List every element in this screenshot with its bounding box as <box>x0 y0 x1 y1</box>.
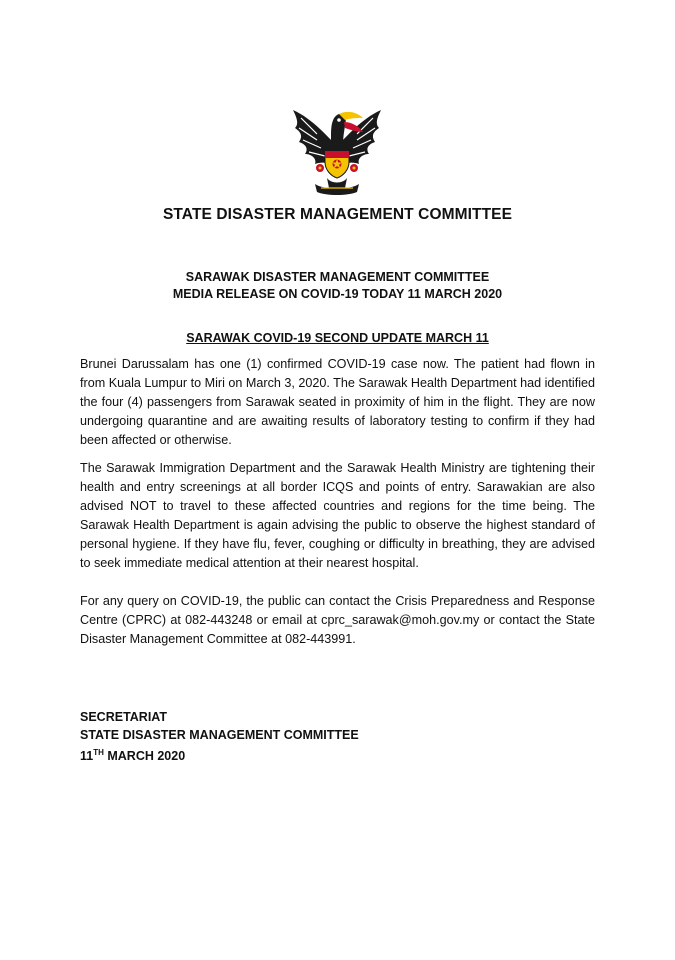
paragraph-screening-advice: The Sarawak Immigration Department and the Sarawak Health Ministry are tightening their health and entry screenings at all border ICQS and points of entry. Sarawakian are also advised NOT to travel to these affected countries and regions for the time being. The Sarawak Health Department is again advising the public to observe the highest standard of personal hygiene. If they have flu, fever, coughing or difficulty in breathing, they are advised to seek immediate medical attention at their nearest hospital. <box>80 461 595 570</box>
paragraph-contact-info: For any query on COVID-19, the public can contact the Crisis Preparedness and Response Centre (CPRC) at 082-443248 or email at cprc_sarawak@moh.gov.my or contact the State Disaster Management Committee at 082-443991. <box>80 594 595 646</box>
signoff-committee: STATE DISASTER MANAGEMENT COMMITTEE <box>80 728 359 742</box>
release-heading-line-2: MEDIA RELEASE ON COVID-19 TODAY 11 MARCH 2020 <box>172 287 503 301</box>
release-heading-line-1: SARAWAK DISASTER MANAGEMENT COMMITTEE <box>185 270 490 284</box>
signoff-date-day: 11 <box>80 749 94 763</box>
sarawak-hornbill-crest-icon <box>287 104 387 196</box>
signoff-secretariat: SECRETARIAT <box>80 710 168 724</box>
signoff-date <box>80 744 359 765</box>
committee-title: STATE DISASTER MANAGEMENT COMMITTEE <box>162 206 513 223</box>
signoff-block <box>80 708 359 765</box>
update-title: SARAWAK COVID-19 SECOND UPDATE MARCH 11 <box>186 331 489 345</box>
paragraph-brunei-case: Brunei Darussalam has one (1) confirmed COVID-19 case now. The patient had flown in from Kuala Lumpur to Miri on March 3, 2020. The Sarawak Health Department had identified the four (4) passengers from Sarawak seated in proximity of him in the flight. They are now undergoing quarantine and are awaiting results of laboratory testing to confirm if they had been affected or otherwise. <box>80 357 595 447</box>
signoff-date-suffix: TH <box>93 748 104 757</box>
signoff-date-rest: MARCH 2020 <box>103 749 186 763</box>
release-heading <box>0 269 675 303</box>
